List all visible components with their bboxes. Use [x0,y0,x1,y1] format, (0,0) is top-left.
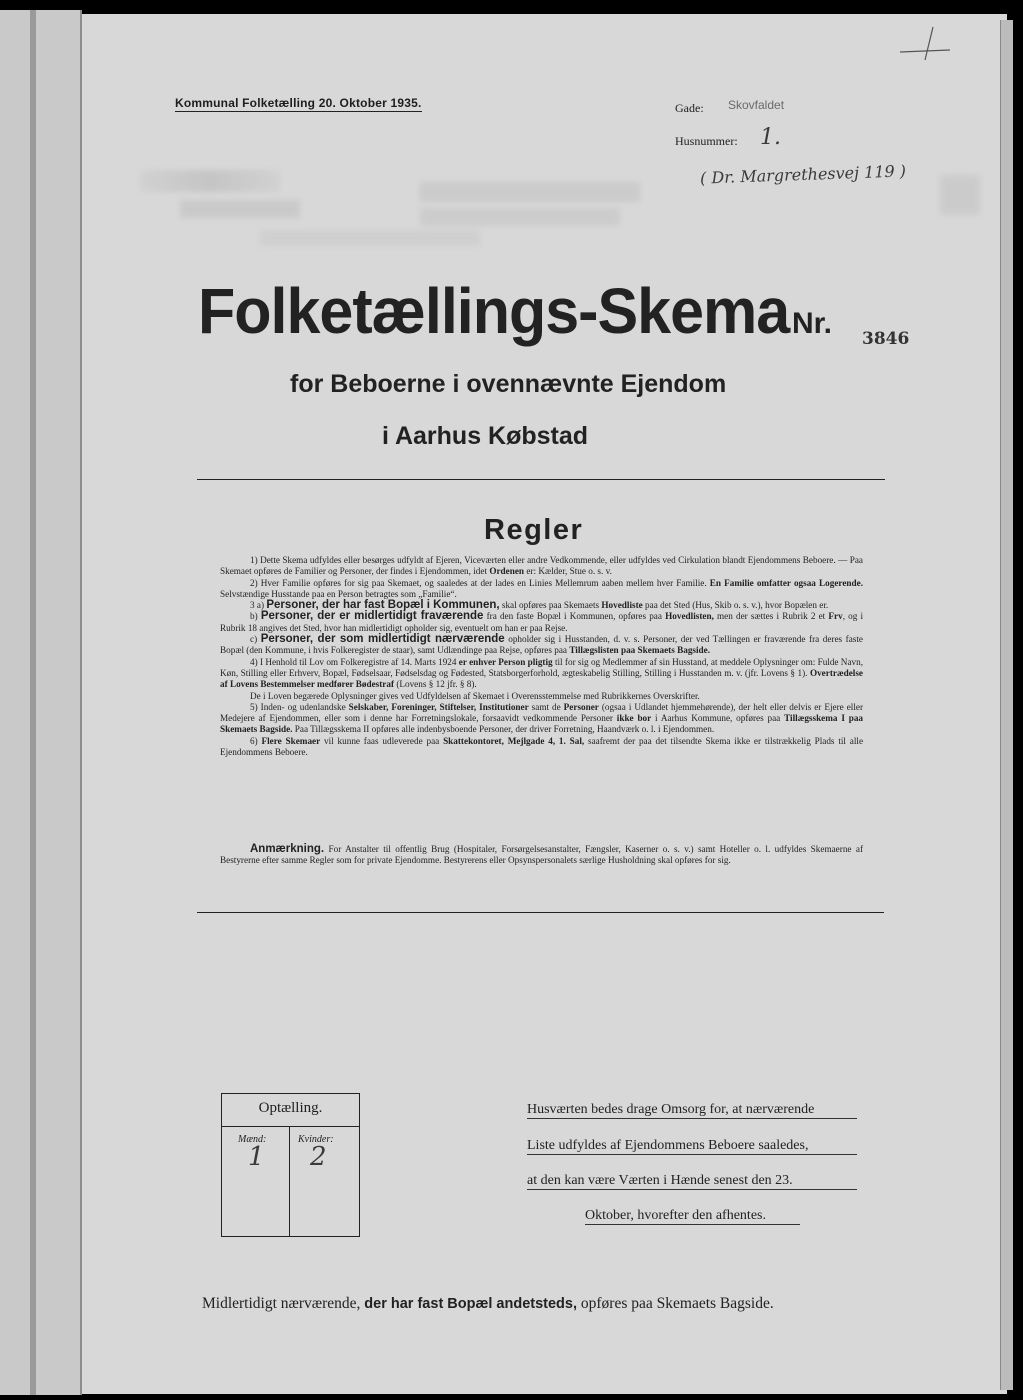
form-location: i Aarhus Købstad [382,422,589,450]
rule-5: 5) Inden- og udenlandske Selskaber, Foreninger, Stiftelser, Institutioner samt de Personer (ogsaa i Udlandet hjemmehørende), der helt eller delvis er Ejere eller Medejere af Ejendommen, eller som i denne har Forretningslokale, forsaavidt vedkommende Personer ikke bor i Aarhus Kommune, opføres paa Tillægsskema I paa Skemaets Bagside. Paa Tillægsskema II opføres alle indenbysboende Personer, der driver Forretning, Haandværk o. l. i Ejendommen. [220,701,864,735]
footer-note: Midlertidigt nærværende, der har fast Bopæl andetsteds, opføres paa Skemaets Bagside. [202,1295,774,1312]
count-box [221,1093,360,1237]
divider-bottom [197,912,884,913]
rules-text [220,555,863,758]
street-label: Gade: [675,101,704,115]
pencil-mark-icon [895,22,955,62]
rule-4: 4) I Henhold til Lov om Folkeregistre af 14. Marts 1924 er enhver Person pligtig til for sig og Medlemmer af sin Husstand, at meddele Oplysninger om: Fulde Navn, Køn, Stilling eller Erhverv, Bopæl, Fødselsaar, Fødselsdag og Fødested, Statsborgerforhold, ægteskabelig Stilling, Stilling i Husstanden m. v. (jfr. Lovens § 1). Overtrædelse af Lovens Bestemmelser medfører Bødestraf (Lovens § 12 jfr. § 8). [220,656,864,690]
form-subtitle: for Beboerne i ovennævnte Ejendom [290,370,727,398]
count-box-column-divider [289,1126,290,1236]
rule-3b: b) Personer, der er midlertidigt fraværende fra den faste Bopæl i Kommunen, opføres paa Hovedlisten, men der sættes i Rubrik 2 et Frv, og i Rubrik 18 angives det Sted, hvor han midlertidigt opholder sig, eventuelt om han er paa Rejse. [220,610,864,633]
women-count: 2 [310,1142,327,1172]
landlord-note-line-4: Oktober, hvorefter den afhentes. [585,1208,800,1225]
house-number-label: Husnummer: [675,134,738,148]
rule-6: 6) Flere Skemaer vil kunne faas udleverede paa Skattekontoret, Mejlgade 4, 1. Sal, saafremt der paa det tilsendte Skema ikke er tilstrækkelig Plads til alle Ejendommens Beboere. [220,735,864,758]
rules-heading: Regler [484,514,584,546]
landlord-note-line-2: Liste udfyldes af Ejendommens Beboere saaledes, [527,1138,857,1155]
house-number-note: ( Dr. Margrethesvej 119 ) [699,161,907,188]
divider-top [197,479,885,480]
men-label: Mænd: [238,1134,267,1145]
women-label: Kvinder: [298,1134,334,1145]
count-box-divider [222,1126,359,1127]
count-box-title: Optælling. [258,1100,323,1116]
census-date-title: Kommunal Folketælling 20. Oktober 1935. [175,96,422,110]
remark-text: Anmærkning. For Anstalter til offentlig Brug (Hospitaler, Forsørgelsesanstalter, Fængsler, Kaserner o. s. v.) samt Hoteller o. l. udfyldes Skemaerne af Bestyrerne efter samme Regler som for private Ejendomme. Bestyrerens eller Opsynspersonalets særlige Husholdning skal opføres for sig. [220,843,864,866]
remark-label: Anmærkning. [250,843,325,855]
men-count: 1 [248,1142,265,1172]
binding-stripe [30,10,36,1395]
landlord-note-line-1: Husværten bedes drage Omsorg for, at nærværende [527,1102,857,1119]
book-binding [0,10,82,1395]
form-number-label: Nr. [792,307,833,340]
form-title: Folketællings-Skema [198,275,790,347]
page-edge [1000,20,1013,1390]
rule-2: 2) Hver Familie opføres for sig paa Skemaet, og saaledes at der lades en Linies Mellemrum aaben mellem hver Familie. En Familie omfatter ogsaa Logerende. Selvstændige Husstande paa en Person betragtes som „Familie“. [220,577,863,599]
rule-1: 1) Dette Skema udfyldes eller besørges udfyldt af Ejeren, Viceværten eller andre Vedkommende, eller udfyldes ved Cirkulation blandt Ejendommens Beboere. — Paa Skemaet opføres de Familier og Personer, der findes i Ejendommen, idet Ordenen er: Kælder, Stue o. s. v. [220,555,863,577]
rule-3a: 3 a) Personer, der har fast Bopæl i Kommunen, skal opføres paa Skemaets Hovedliste paa det Sted (Hus, Skib o. s. v.), hvor Bopælen er. [250,599,829,612]
landlord-note-line-3: at den kan være Værten i Hænde senest den 23. [527,1173,857,1190]
rule-4b: De i Loven begærede Oplysninger gives ved Udfyldelsen af Skemaet i Overensstemmelse med Rubrikkernes Overskrifter. [250,690,700,701]
remark-section [220,844,863,867]
house-number-value: 1. [760,125,781,150]
form-number-value: 3846 [862,329,910,349]
rule-3c: c) Personer, der som midlertidigt nærværende opholder sig i Husstanden, d. v. s. Personer, der ved Tællingen er fraværende fra deres faste Bopæl (den Kommune, i hvis Folkeregister de staar), samt Udlændinge paa Rejse, opføres paa Tillægslisten paa Skemaets Bagside. [220,633,864,656]
street-value: Skovfaldet [728,98,785,112]
